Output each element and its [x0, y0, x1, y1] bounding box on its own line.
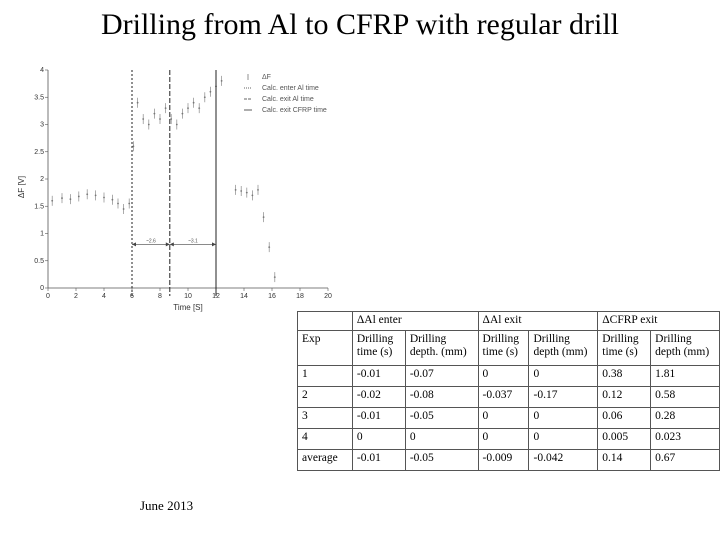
data-point	[198, 107, 200, 109]
value-cell: -0.08	[405, 387, 478, 408]
data-point	[51, 200, 53, 202]
data-point	[137, 102, 139, 104]
value-cell: 0	[405, 429, 478, 450]
value-cell: -0.02	[352, 387, 405, 408]
value-cell: 1.81	[651, 366, 720, 387]
interval-arrowhead	[132, 242, 136, 246]
data-point	[274, 276, 276, 278]
y-tick-label: 4	[40, 67, 44, 74]
value-cell: 0.38	[598, 366, 651, 387]
value-cell: 0.67	[651, 450, 720, 471]
legend-label: Calc. exit Al time	[262, 96, 314, 103]
value-cell: -0.01	[352, 450, 405, 471]
y-tick-label: 0.5	[34, 257, 44, 265]
table-group-header-row	[298, 312, 720, 331]
sub-header-cell: Drilling time (s)	[352, 331, 405, 366]
data-point	[128, 203, 130, 205]
data-point	[148, 124, 150, 126]
value-cell: 0.58	[651, 387, 720, 408]
value-cell: 0.12	[598, 387, 651, 408]
data-point	[165, 107, 167, 109]
interval-arrowhead	[166, 242, 170, 246]
value-cell: 0	[478, 429, 529, 450]
exp-header: Exp	[298, 331, 353, 366]
results-table	[297, 311, 720, 471]
group-header-cfrp-exit: ΔCFRP exit	[598, 312, 720, 331]
value-cell: -0.17	[529, 387, 598, 408]
y-tick-label: 3.5	[34, 94, 44, 102]
interval-arrowhead	[170, 242, 174, 246]
data-point	[204, 96, 206, 98]
sub-header-cell: Drilling time (s)	[478, 331, 529, 366]
exp-cell: 2	[298, 387, 353, 408]
table-row	[298, 450, 720, 471]
data-point	[70, 198, 72, 200]
y-tick-label: 3	[40, 121, 44, 129]
y-tick-label: 1.5	[34, 203, 44, 211]
x-tick-label: 8	[158, 293, 162, 300]
table-row	[298, 429, 720, 450]
data-point	[176, 124, 178, 126]
value-cell: -0.05	[405, 408, 478, 429]
slide-title: Drilling from Al to CFRP with regular drill	[100, 8, 620, 41]
data-point	[235, 189, 237, 191]
data-point	[78, 196, 80, 198]
table-row	[298, 408, 720, 429]
sub-header-cell: Drilling depth (mm)	[651, 331, 720, 366]
data-point	[193, 102, 195, 104]
legend-label: ΔF	[262, 74, 271, 81]
x-tick-label: 12	[212, 293, 220, 300]
group-header-al-exit: ΔAl exit	[478, 312, 598, 331]
value-cell: 0	[478, 408, 529, 429]
x-tick-label: 0	[46, 293, 50, 300]
interval-arrowhead	[212, 242, 216, 246]
x-tick-label: 20	[324, 293, 332, 300]
data-point	[123, 208, 125, 210]
value-cell: 0	[478, 366, 529, 387]
legend-label: Calc. enter Al time	[262, 85, 319, 92]
sub-header-cell: Drilling depth (mm)	[529, 331, 598, 366]
data-point	[210, 91, 212, 93]
x-axis-label: Time [S]	[173, 303, 203, 312]
data-point	[182, 113, 184, 115]
data-point	[86, 193, 88, 195]
group-header-al-enter: ΔAl enter	[352, 312, 478, 331]
value-cell: -0.042	[529, 450, 598, 471]
data-point	[133, 145, 135, 147]
data-point	[263, 216, 265, 218]
x-tick-label: 6	[130, 293, 134, 300]
value-cell: 0.14	[598, 450, 651, 471]
sub-header-cell: Drilling depth. (mm)	[405, 331, 478, 366]
legend-label: Calc. exit CFRP time	[262, 107, 327, 114]
x-tick-label: 4	[102, 293, 106, 300]
value-cell: -0.037	[478, 387, 529, 408]
y-tick-label: 0	[40, 285, 44, 292]
data-point	[246, 192, 248, 194]
value-cell: 0	[529, 408, 598, 429]
x-tick-label: 14	[240, 293, 248, 300]
y-tick-label: 2.5	[34, 148, 44, 156]
table-row	[298, 366, 720, 387]
data-point	[95, 194, 97, 196]
exp-cell: 3	[298, 408, 353, 429]
data-point	[142, 118, 144, 120]
value-cell: 0	[529, 366, 598, 387]
data-point	[170, 118, 172, 120]
exp-cell: 4	[298, 429, 353, 450]
table-corner-cell	[298, 312, 353, 331]
footer-date: June 2013	[140, 498, 194, 513]
x-tick-label: 2	[74, 293, 78, 300]
data-point	[112, 199, 114, 201]
force-time-chart	[0, 0, 360, 320]
value-cell: 0	[529, 429, 598, 450]
exp-cell: average	[298, 450, 353, 471]
data-point	[187, 107, 189, 109]
value-cell: -0.009	[478, 450, 529, 471]
data-point	[159, 118, 161, 120]
value-cell: 0.023	[651, 429, 720, 450]
table-sub-header-row	[298, 331, 720, 366]
value-cell: 0.28	[651, 408, 720, 429]
interval-label: ~2.6	[145, 238, 156, 245]
data-point	[117, 203, 119, 205]
data-point	[257, 189, 259, 191]
data-point	[268, 246, 270, 248]
value-cell: 0.06	[598, 408, 651, 429]
sub-header-cell: Drilling time (s)	[598, 331, 651, 366]
data-point	[240, 190, 242, 192]
x-tick-label: 16	[268, 293, 276, 300]
exp-cell: 1	[298, 366, 353, 387]
data-point	[154, 113, 156, 115]
y-tick-label: 1	[40, 230, 44, 238]
value-cell: 0.005	[598, 429, 651, 450]
interval-label: ~3.1	[187, 238, 198, 245]
data-point	[61, 197, 63, 199]
table-row	[298, 387, 720, 408]
value-cell: -0.05	[405, 450, 478, 471]
data-point	[221, 80, 223, 82]
value-cell: -0.01	[352, 408, 405, 429]
data-point	[103, 197, 105, 199]
data-point	[252, 194, 254, 196]
x-tick-label: 10	[184, 293, 192, 300]
y-axis-label: ΔF [V]	[17, 175, 26, 199]
value-cell: -0.07	[405, 366, 478, 387]
value-cell: -0.01	[352, 366, 405, 387]
y-tick-label: 2	[40, 176, 44, 183]
value-cell: 0	[352, 429, 405, 450]
x-tick-label: 18	[296, 293, 304, 300]
